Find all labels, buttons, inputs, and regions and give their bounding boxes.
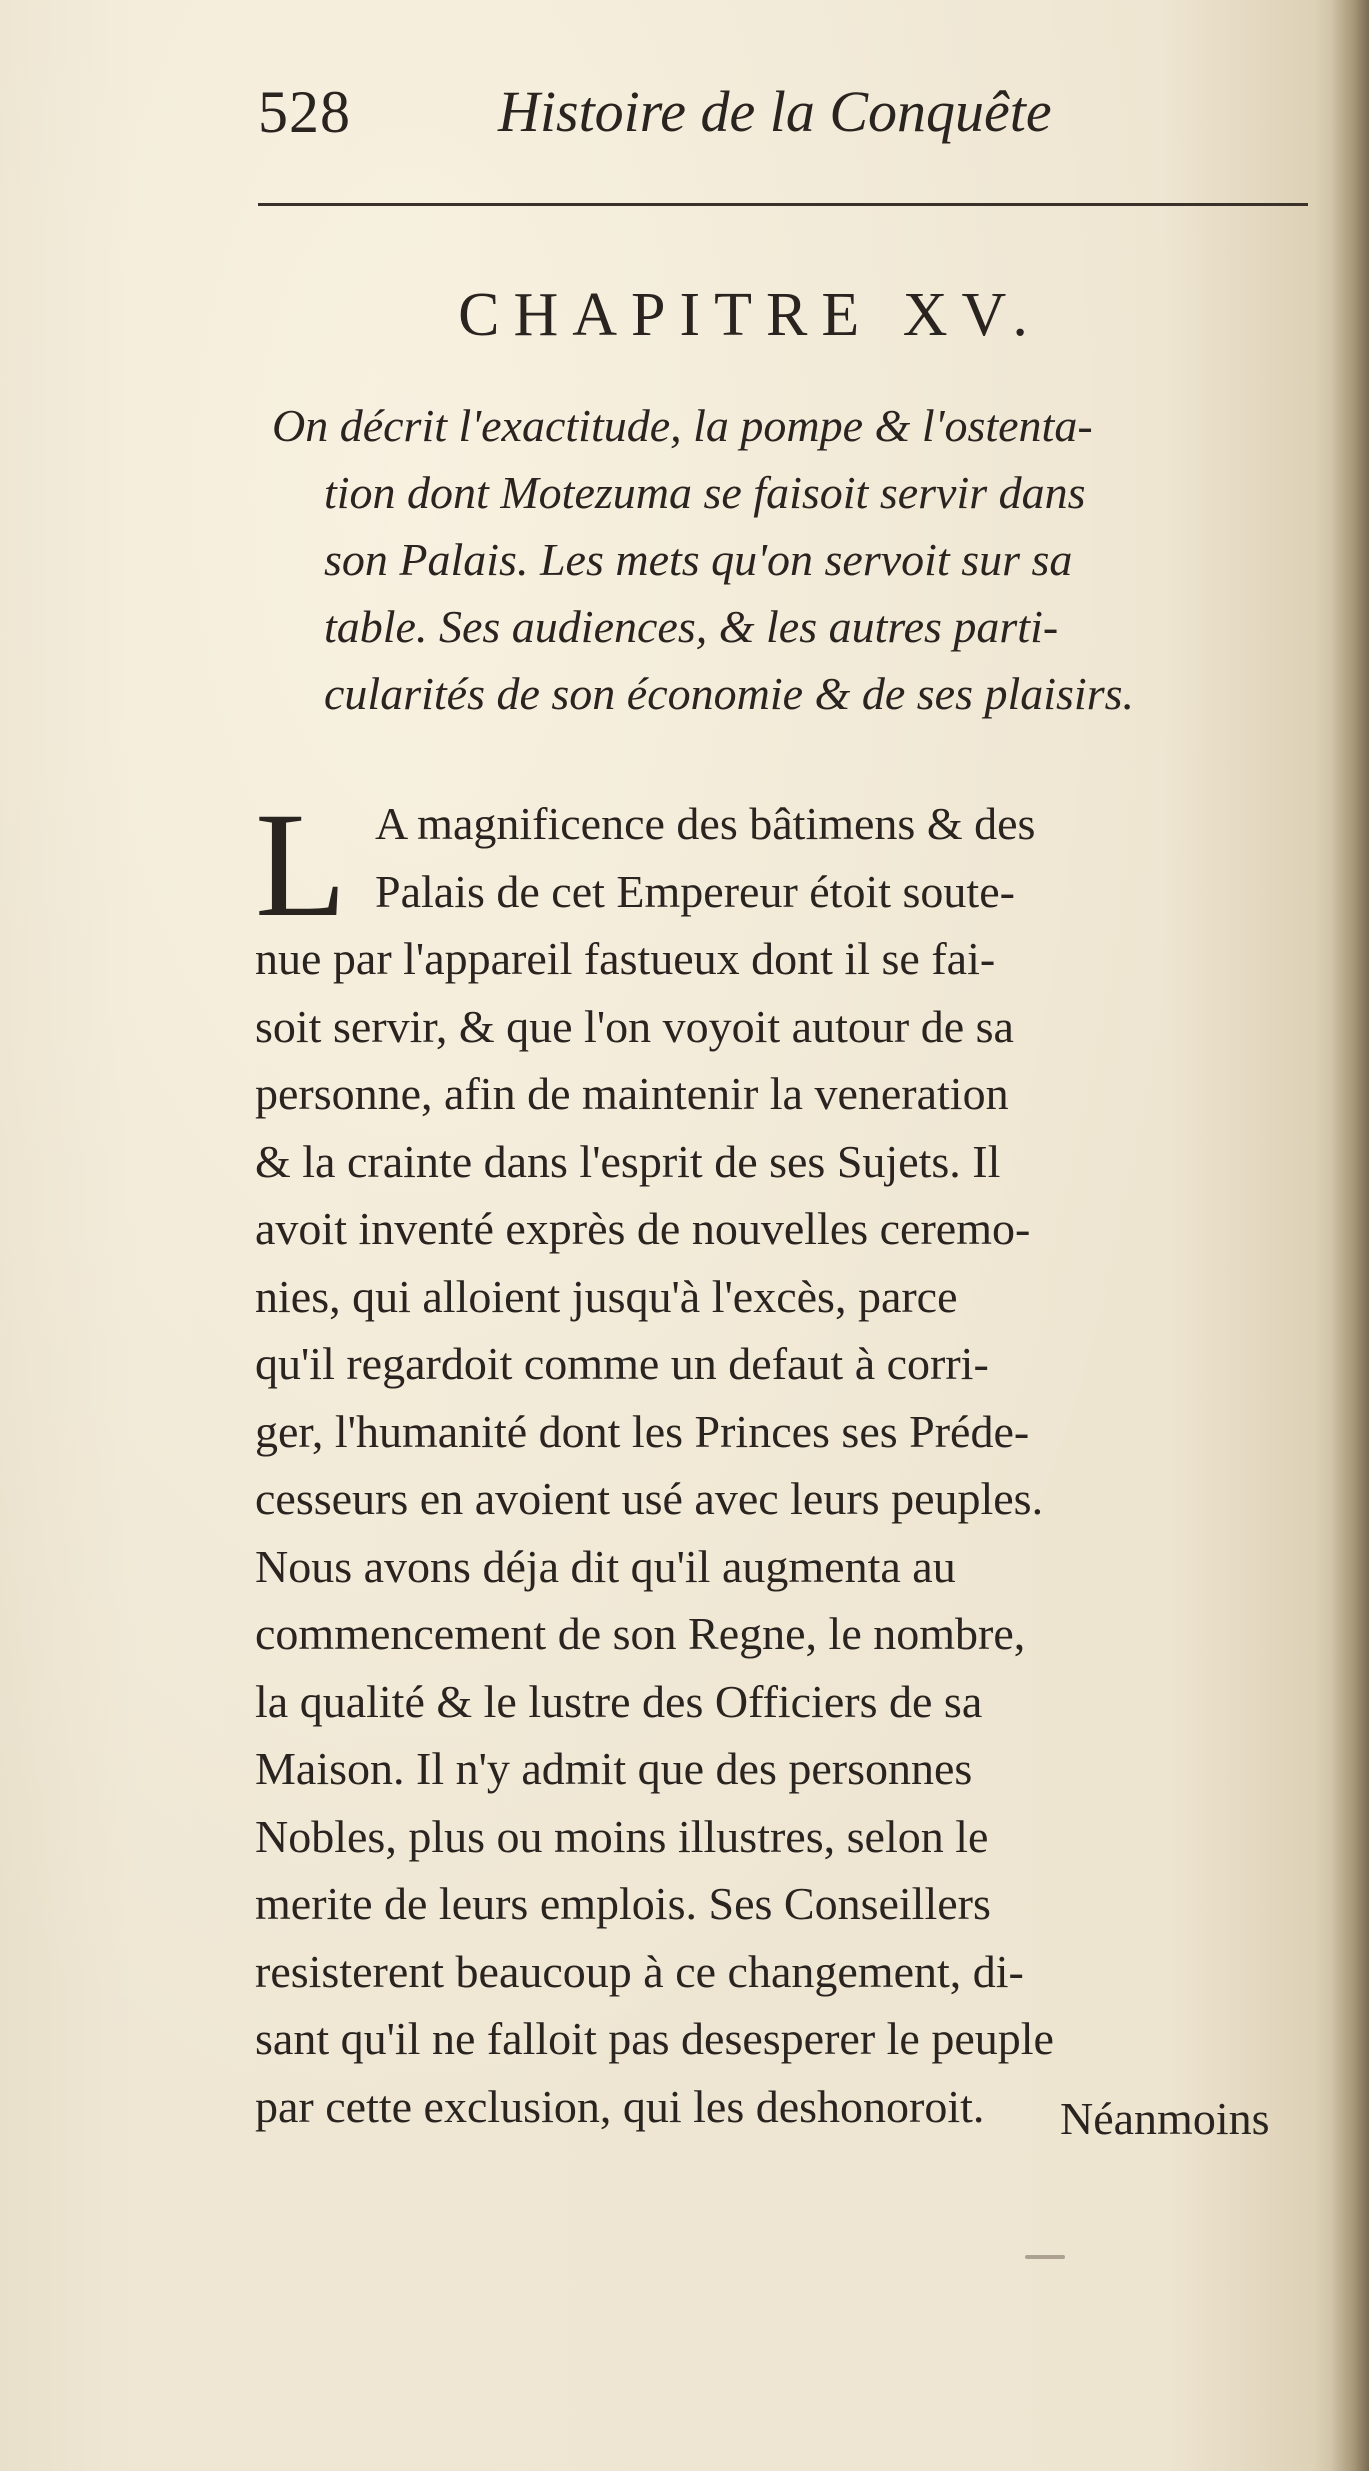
body-line: avoit inventé exprès de nouvelles ceremo- xyxy=(255,1203,1031,1254)
running-head xyxy=(258,70,1158,150)
body-line: soit servir, & que l'on voyoit autour de sa xyxy=(255,1000,1014,1052)
body-line: Nobles, plus ou moins illustres, selon le xyxy=(255,1810,989,1862)
summary-line: tion dont Motezuma se faisoit servir dans xyxy=(324,467,1086,518)
chapter-title: CHAPITRE XV. xyxy=(458,281,1042,349)
body-line: & la crainte dans l'esprit de ses Sujets. Il xyxy=(255,1135,1001,1187)
body-line: Maison. Il n'y admit que des personnes xyxy=(255,1743,973,1794)
chapter-summary xyxy=(272,392,1332,727)
summary-line: cularités de son économie & de ses plaisirs. xyxy=(324,668,1135,719)
body-line: la qualité & le lustre des Officiers de sa xyxy=(255,1675,983,1727)
body-line: resisterent beaucoup à ce changement, di- xyxy=(255,1945,1024,1997)
body-text xyxy=(255,782,1335,2140)
body-line: qu'il regardoit comme un defaut à corri- xyxy=(255,1338,989,1389)
catchword: Néanmoins xyxy=(1060,2093,1270,2144)
running-title: Histoire de la Conquête xyxy=(498,79,1052,144)
summary-line: table. Ses audiences, & les autres parti- xyxy=(324,601,1059,652)
body-line: Palais de cet Empereur étoit soute- xyxy=(375,865,1015,917)
drop-cap: L xyxy=(255,782,347,948)
body-line: nue par l'appareil fastueux dont il se fai- xyxy=(255,933,996,984)
body-line: merite de leurs emplois. Ses Conseillers xyxy=(255,1878,991,1929)
body-line: personne, afin de maintenir la veneration xyxy=(255,1068,1009,1119)
ink-smudge xyxy=(1025,2255,1065,2259)
page-gutter-shadow xyxy=(1331,0,1369,2471)
summary-line: On décrit l'exactitude, la pompe & l'ostenta- xyxy=(272,400,1093,451)
body-line: commencement de son Regne, le nombre, xyxy=(255,1608,1026,1659)
body-line: Nous avons déja dit qu'il augmenta au xyxy=(255,1540,956,1592)
body-line: ger, l'humanité dont les Princes ses Préde- xyxy=(255,1405,1030,1457)
summary-line: son Palais. Les mets qu'on servoit sur sa xyxy=(324,534,1073,585)
body-line: par cette exclusion, qui les deshonoroit. xyxy=(255,2080,985,2132)
header-rule xyxy=(258,203,1308,206)
page-number: 528 xyxy=(258,79,351,145)
body-line: sant qu'il ne falloit pas desesperer le peuple xyxy=(255,2013,1054,2064)
body-line: A magnificence des bâtimens & des xyxy=(375,798,1036,849)
body-line: nies, qui alloient jusqu'à l'excès, parce xyxy=(255,1270,958,1322)
body-line: cesseurs en avoient usé avec leurs peuples. xyxy=(255,1473,1044,1524)
